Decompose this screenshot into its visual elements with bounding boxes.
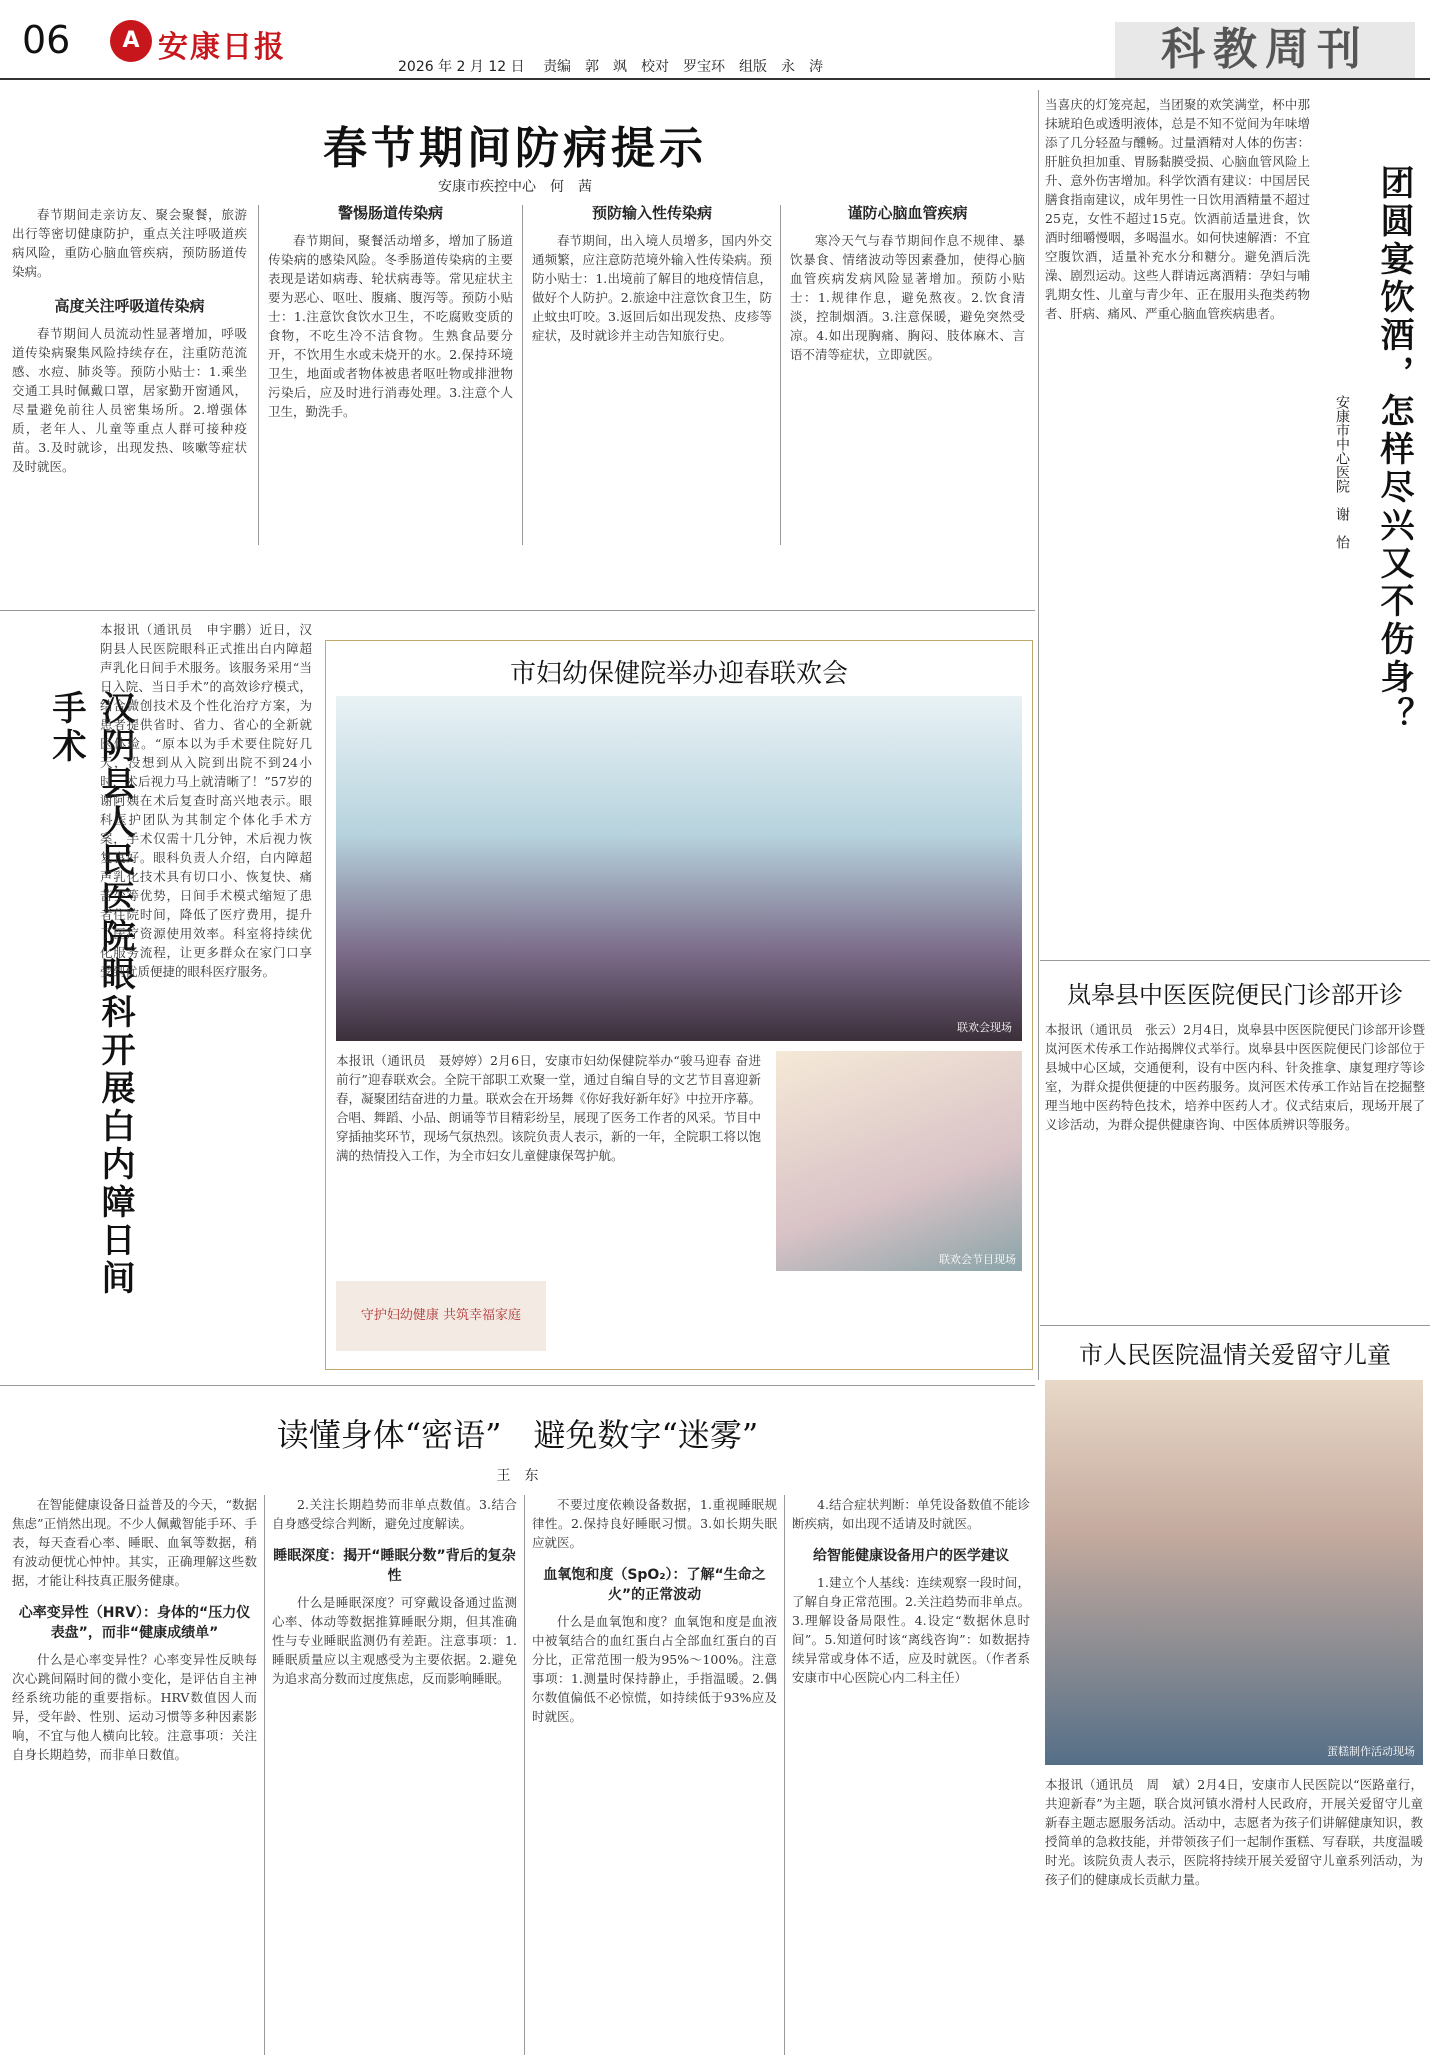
article-title: 读懂身体“密语” 避免数字“迷雾” — [276, 1416, 759, 1454]
section-divider — [1040, 1325, 1430, 1326]
issue-meta — [398, 56, 823, 76]
column-2 — [272, 1495, 517, 2055]
article-festival-disease-prevention — [0, 90, 1030, 474]
top-rule — [0, 78, 1430, 80]
gala-stage-photo — [336, 696, 1022, 1041]
page-number: 06 — [22, 18, 71, 62]
subhead-cardio: 谨防心脑血管疾病 — [847, 204, 968, 222]
article-spring-gala — [325, 640, 1033, 1370]
clinic-text: 本报讯（通讯员 张云）2月4日，岚皋县中医医院便民门诊部开诊暨岚河医术传承工作站揭牌仪式举行。岚皋县中医医院便民门诊部位于县城中心区域，交通便利，设有中医内科、针灸推拿、康复理疗等诊室，为群众提供便捷的中医药服务。岚河医术传承工作站旨在挖掘整理当地中医药特色技术，培养中医药人才。仪式结束后，现场开展了义诊活动，为群众提供健康咨询、中医体质辨识等服务。 — [1045, 1022, 1425, 1132]
column-2 — [268, 202, 513, 542]
photo-caption: 联欢会节目现场 — [939, 1253, 1016, 1266]
gala-host-photo — [776, 1051, 1022, 1271]
subhead-imported: 预防输入性传染病 — [591, 204, 712, 222]
article-byline: 安康市疾控中心 何 茜 — [438, 179, 592, 195]
cataract-text: 本报讯（通讯员 申宇鹏）近日，汉阴县人民医院眼科正式推出白内障超声乳化日间手术服务。该服务采用“当日入院、当日手术”的高效诊疗模式，结合微创技术及个性化治疗方案，为患者提供省时、省力、省心的全新就医体验。“原本以为手术要住院好几天，没想到从入院到出院不到24小时，术后视力马上就清晰了！”57岁的谢阿姨在术后复查时高兴地表示。眼科医护团队为其制定个体化手术方案，手术仅需十几分钟，术后视力恢复良好。眼科负责人介绍，白内障超声乳化技术具有切口小、恢复快、痛苦少等优势，日间手术模式缩短了患者住院时间，降低了医疗费用，提升了医疗资源使用效率。科室将持续优化服务流程，让更多群众在家门口享受到优质便捷的眼科医疗服务。 — [100, 622, 312, 979]
section-divider — [1040, 960, 1430, 961]
subhead-respiratory: 高度关注呼吸道传染病 — [54, 297, 205, 315]
cardio-text: 寒冷天气与春节期间作息不规律、暴饮暴食、情绪波动等因素叠加，使得心脑血管疾病发病风险显著增加。预防小贴士：1.规律作息，避免熬夜。2.饮食清淡，控制烟酒。3.注意保暖，避免突然受凉。4.如出现胸痛、胸闷、肢体麻木、言语不清等症状，立即就医。 — [790, 233, 1025, 362]
photo-caption: 联欢会现场 — [957, 1021, 1012, 1034]
children-text: 本报讯（通讯员 周 斌）2月4日，安康市人民医院以“医路童行，共迎新春”为主题，联合岚河镇水滑村人民政府，开展关爱留守儿童新春主题志愿服务活动。活动中，志愿者为孩子们讲解健康知识，教授简单的急救技能，并带领孩子们一起制作蛋糕、写春联，共度温暖时光。该院负责人表示，医院将持续开展关爱留守儿童系列活动，为孩子们的健康成长贡献力量。 — [1045, 1777, 1423, 1887]
subhead-sleep: 睡眠深度：揭开“睡眠分数”背后的复杂性 — [273, 1548, 516, 1584]
intro-text: 在智能健康设备日益普及的今天，“数据焦虑”正悄然出现。不少人佩戴智能手环、手表，每天查看心率、睡眠、血氧等数据，稍有波动便忧心忡忡。其实，正确理解这些数据，才能让科技真正服务健康。 — [12, 1497, 257, 1588]
column-1 — [12, 205, 247, 545]
respiratory-text: 春节期间人员流动性显著增加，呼吸道传染病聚集风险持续存在，注重防范流感、水痘、肺炎等。预防小贴士：1.乘坐交通工具时佩戴口罩，居家勤开窗通风，尽量避免前往人员密集场所。2.增强体质，老年人、儿童等重点人群可接种疫苗。3.及时就诊，出现发热、咳嗽等症状及时就医。 — [12, 326, 247, 474]
newspaper-name: 安康日报 — [158, 30, 286, 65]
article-clinic-opening — [1045, 975, 1425, 1320]
section-divider — [0, 1385, 1035, 1386]
sleep-text: 什么是睡眠深度？可穿戴设备通过监测心率、体动等数据推算睡眠分期，但其准确性与专业睡眠监测仍有差距。注意事项：1.睡眠质量应以主观感受为主要依据。2.避免为追求高分数而过度焦虑，反而影响睡眠。 — [272, 1595, 517, 1686]
intro-text: 春节期间走亲访友、聚会聚餐，旅游出行等密切健康防护，重点关注呼吸道疾病风险，重防心脑血管疾病，预防肠道传染病。 — [12, 207, 247, 279]
article-title: 市妇幼保健院举办迎春联欢会 — [509, 659, 848, 689]
article-cataract-surgery — [0, 620, 320, 1390]
column-divider — [522, 205, 523, 545]
column-4 — [792, 1495, 1030, 2055]
article-title: 岚皋县中医医院便民门诊部开诊 — [1067, 981, 1403, 1009]
column-divider — [784, 1495, 785, 2055]
column-divider — [264, 1495, 265, 2055]
article-health-data — [0, 1395, 1035, 2060]
masthead — [0, 0, 1430, 80]
article-title: 汉阴县人民医院眼科开展白内障日间手术 — [46, 690, 135, 1298]
spo2-text: 什么是血氧饱和度？血氧饱和度是血液中被氧结合的血红蛋白占全部血红蛋白的百分比，正常范围一般为95%～100%。注意事项：1.测量时保持静止，手指温暖。2.偶尔数值偏低不必惊慌，如持续低于93%应及时就医。 — [532, 1614, 777, 1724]
column-3 — [532, 1495, 777, 2055]
gala-text: 本报讯（通讯员 聂婷婷）2月6日，安康市妇幼保健院举办“骏马迎春 奋进前行”迎春联欢会。全院干部职工欢聚一堂，通过自编自导的文艺节目喜迎新春，凝聚团结奋进的力量。联欢会在开场舞《你好我好新年好》中拉开序幕。合唱、舞蹈、小品、朗诵等节目精彩纷呈，展现了医务工作者的风采。节目中穿插抽奖环节，现场气氛热烈。该院负责人表示，新的一年，全院职工将以饱满的热情投入工作，为全市妇女儿童健康保驾护航。 — [336, 1053, 761, 1163]
col4-text: 4.结合症状判断：单凭设备数值不能诊断疾病，如出现不适请及时就医。 — [792, 1497, 1030, 1531]
article-byline: 王 东 — [496, 1468, 539, 1484]
column-4 — [790, 202, 1025, 542]
subhead-hrv: 心率变异性（HRV）：身体的“压力仪表盘”，而非“健康成绩单” — [18, 1605, 251, 1641]
article-title: 市人民医院温情关爱留守儿童 — [1079, 1341, 1391, 1369]
column-3 — [532, 202, 772, 542]
subhead-advice: 给智能健康设备用户的医学建议 — [813, 1548, 1009, 1564]
drinking-text: 当喜庆的灯笼亮起，当团聚的欢笑满堂，杯中那抹琥珀色或透明液体，总是不知不觉间为年味增添了几分轻盈与醺畅。过量酒精对人体的伤害：肝脏负担加重、胃肠黏膜受损、心脑血管风险上升、意外伤害增加。科学饮酒有建议：中国居民膳食指南建议，成年男性一日饮用酒精量不超过25克，女性不超过15克。饮酒前适量进食，饮酒时细嚼慢咽，多喝温水。如何快速解酒：不宜空腹饮酒，适量补充水分和糖分。避免酒后洗澡、剧烈运动。这些人群请远离酒精：孕妇与哺乳期女性、儿童与青少年、正在服用头孢类药物者、肝病、痛风、严重心脑血管疾病患者。 — [1045, 97, 1310, 321]
subhead-intestinal: 警惕肠道传染病 — [337, 204, 443, 222]
article-title: 春节期间防病提示 — [323, 123, 707, 174]
column-divider — [258, 205, 259, 545]
photo-caption: 蛋糕制作活动现场 — [1327, 1745, 1415, 1758]
section-divider — [0, 610, 1035, 611]
children-cake-photo — [1045, 1380, 1423, 1765]
article-left-behind-children — [1045, 1335, 1425, 2055]
column-1 — [12, 1495, 257, 2055]
newspaper-logo-icon: A — [110, 20, 152, 62]
advice-text: 1.建立个人基线：连续观察一段时间，了解自身正常范围。2.关注趋势而非单点。3.理解设备局限性。4.设定“数据休息时间”。5.知道何时该“离线咨询”：如数据持续异常或身体不适，应及时就医。（作者系安康市中心医院心内二科主任） — [792, 1575, 1030, 1685]
imported-text: 春节期间，出入境人员增多，国内外交通频繁，应注意防范境外输入性传染病。预防小贴士：1.出境前了解目的地疫情信息，做好个人防护。2.旅途中注意饮食卫生，防止蚊虫叮咬。3.返回后如出现发热、皮疹等症状，及时就诊并主动告知旅行史。 — [532, 233, 772, 343]
col2-text: 2.关注长期趋势而非单点数值。3.结合自身感受综合判断，避免过度解读。 — [272, 1497, 517, 1531]
column-divider — [780, 205, 781, 545]
article-byline: 安康市中心医院 谢 怡 — [1334, 395, 1350, 549]
article-title: 团圆宴饮酒，怎样尽兴又不伤身？ — [1374, 165, 1414, 735]
gala-banner-photo: 守护妇幼健康 共筑幸福家庭 — [336, 1281, 546, 1351]
subhead-spo2: 血氧饱和度（SpO₂）：了解“生命之火”的正常波动 — [543, 1567, 766, 1603]
intestinal-text: 春节期间，聚餐活动增多，增加了肠道传染病的感染风险。冬季肠道传染病的主要表现是诺如病毒、轮状病毒等。常见症状主要为恶心、呕吐、腹痛、腹泻等。预防小贴士：1.注意饮食饮水卫生，不吃腐败变质的食物，不吃生冷不洁食物。生熟食品要分开，不饮用生水或未烧开的水。2.保持环境卫生，地面或者物体被患者呕吐物或排泄物污染后，应及时进行消毒处理。3.注意个人卫生，勤洗手。 — [268, 233, 513, 419]
column-divider — [524, 1495, 525, 2055]
issue-date: 2026 年 2 月 12 日 — [398, 59, 525, 75]
staff-credits: 责编 郭 飒 校对 罗宝环 组版 永 涛 — [543, 59, 824, 75]
column-divider — [1038, 90, 1039, 1380]
hrv-text: 什么是心率变异性？心率变异性反映每次心跳间隔时间的微小变化，是评估自主神经系统功能的重要指标。HRV数值因人而异，受年龄、性别、运动习惯等多种因素影响，不宜与他人横向比较。注意事项：关注自身长期趋势，而非单日数值。 — [12, 1652, 257, 1762]
col3-text: 不要过度依赖设备数据，1.重视睡眠规律性。2.保持良好睡眠习惯。3.如长期失眠应就医。 — [532, 1497, 777, 1550]
section-title: 科教周刊 — [1115, 22, 1415, 78]
